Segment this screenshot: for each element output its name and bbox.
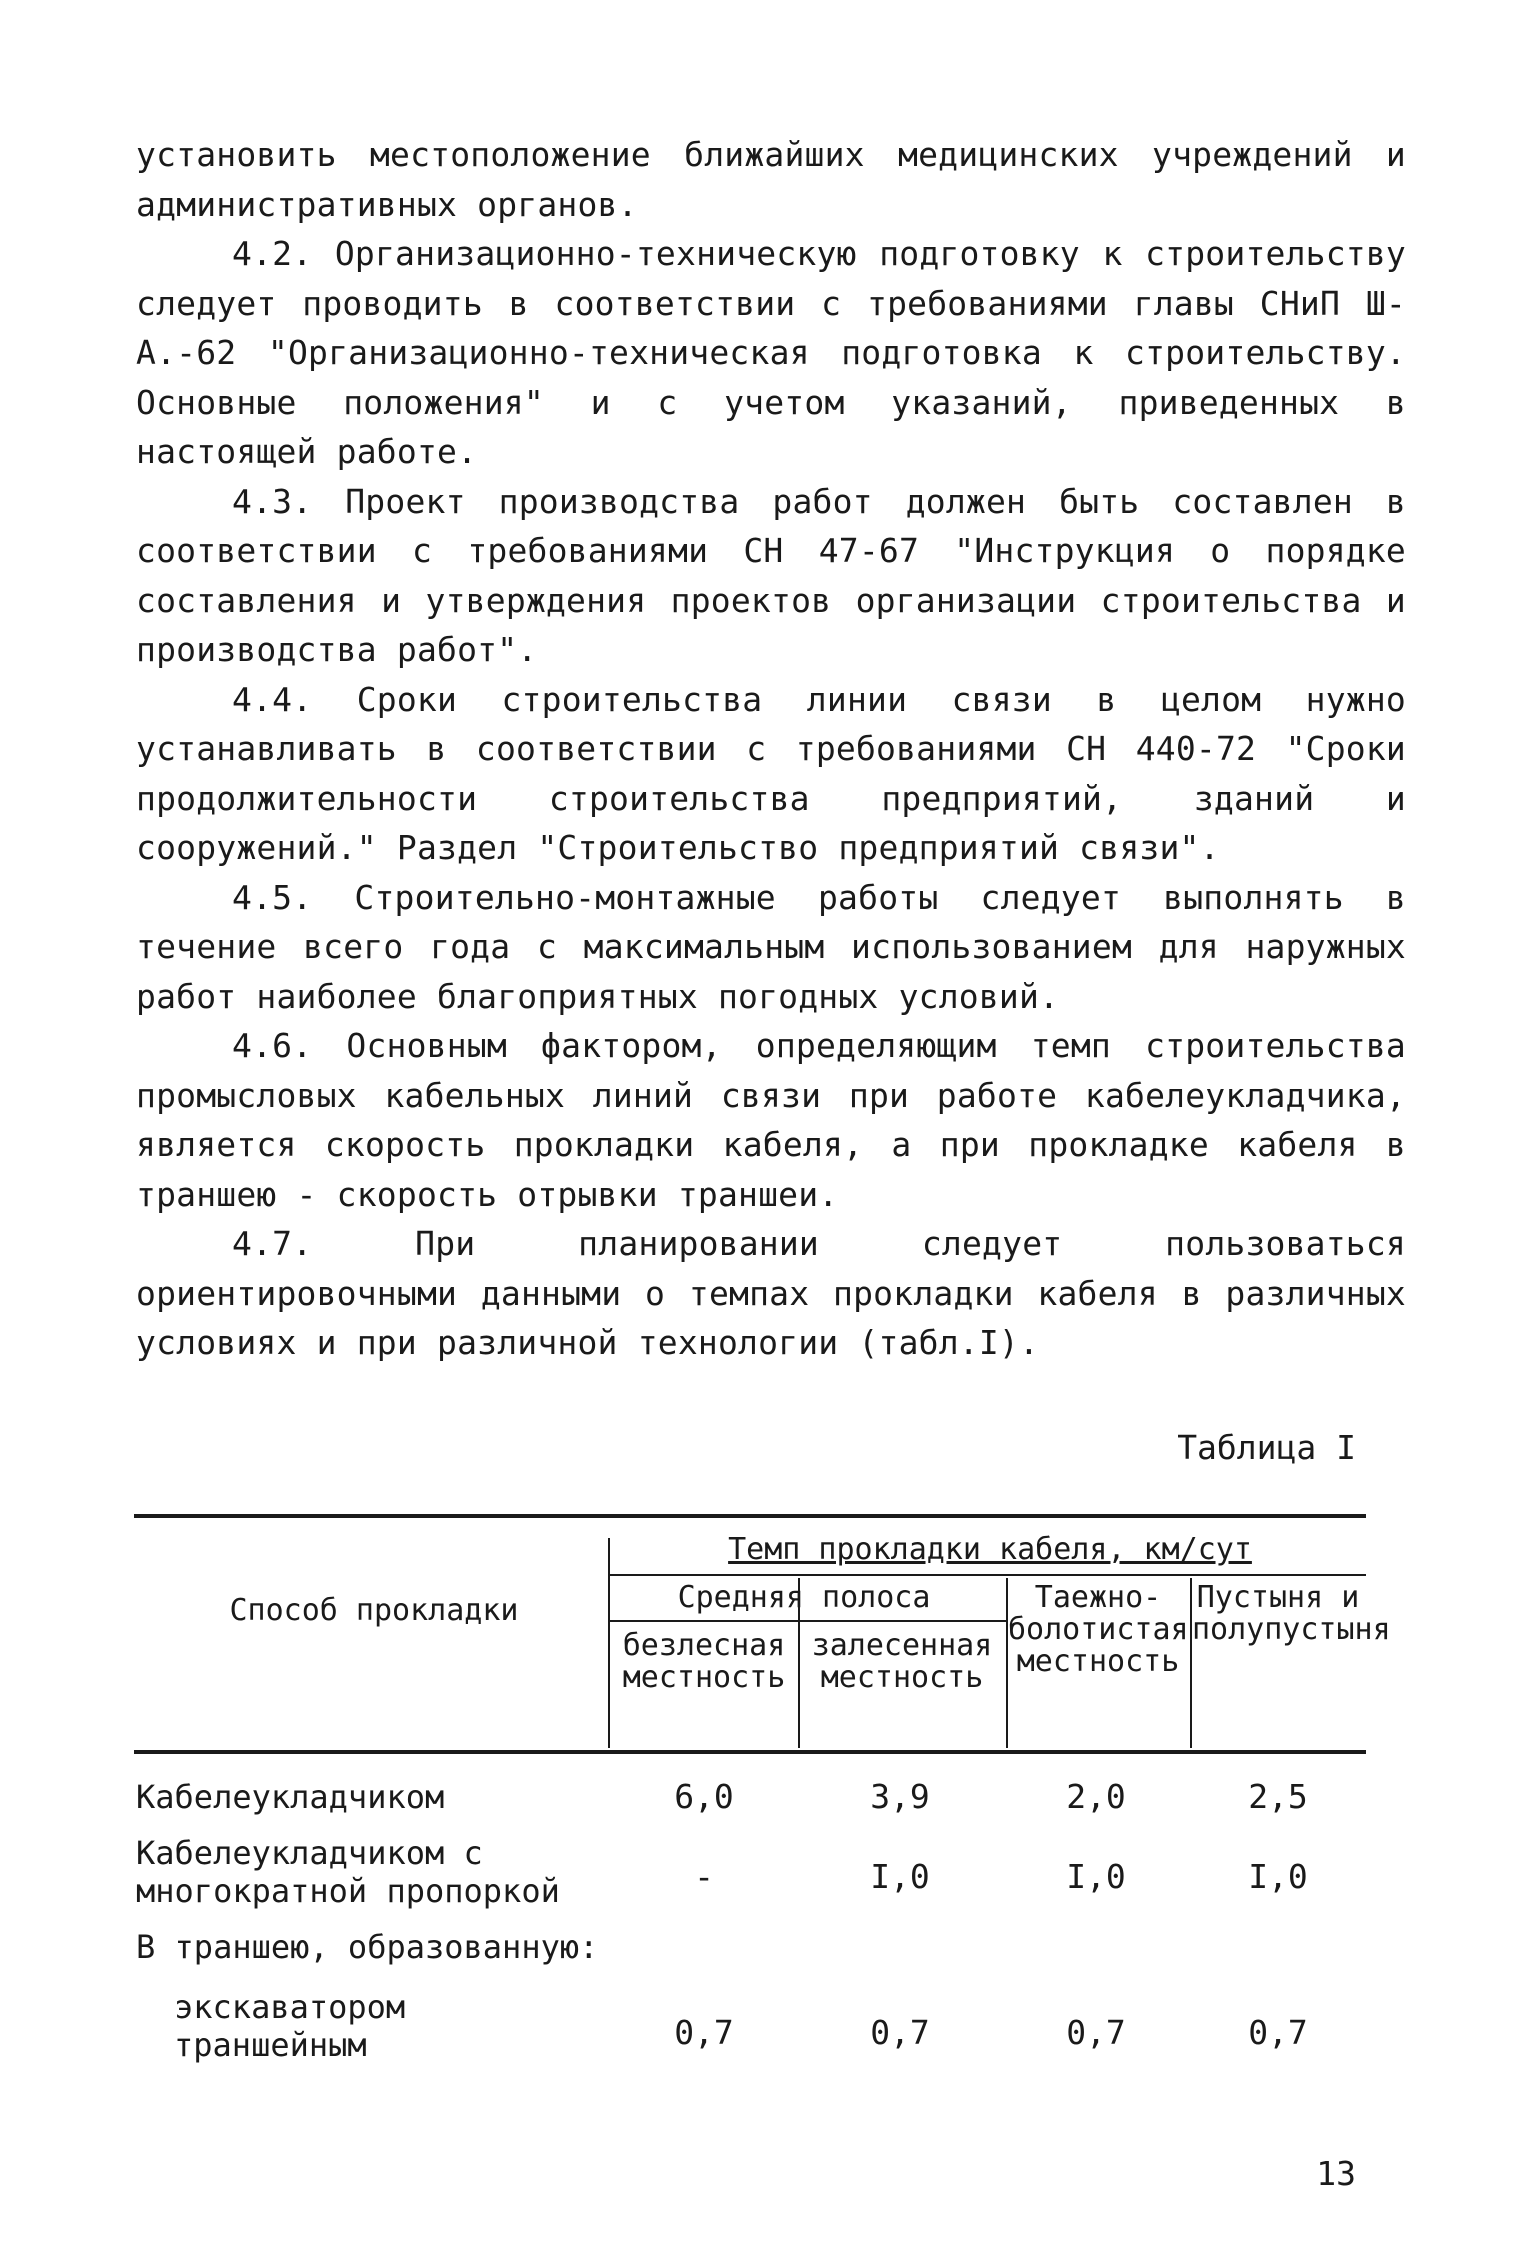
header-middle-zone: Средняя полоса xyxy=(677,1580,931,1615)
row-label: В траншею, образованную: xyxy=(136,1928,599,1966)
table-cell: - xyxy=(694,1857,714,1896)
header-col-forested: залесенная местность xyxy=(811,1628,993,1695)
header-rule xyxy=(610,1620,1006,1622)
header-col-desert: Пустыня и полупустыня xyxy=(1192,1580,1391,1647)
paragraph: 4.3. Проект производства работ должен быть составлен в соответствии с требованиями СН 47-67 "Инструкция о порядке составления и утверждения проектов организации строительства и производства работ". xyxy=(136,481,1406,669)
header-method: Способ прокладки xyxy=(229,1593,519,1628)
row-label: экскаватором траншейным xyxy=(174,1988,406,2064)
paragraph: установить местоположение ближайших медицинских учреждений и административных органов. xyxy=(136,135,1406,224)
header-col-taiga: Таежно-болотистая местность xyxy=(1008,1580,1189,1679)
paragraph: 4.6. Основным фактором, определяющим темп строительства промысловых кабельных линий связи при работе кабелеукладчика, является скорость прокладки кабеля, а при прокладке кабеля в траншею - скорость отрывки траншеи. xyxy=(136,1026,1406,1214)
row-label: Кабелеукладчиком с многократной пропоркой xyxy=(136,1834,560,1910)
header-speed: Темп прокладки кабеля, км/сут xyxy=(728,1532,1252,1567)
paragraph: 4.7. При планировании следует пользоваться ориентировочными данными о темпах прокладки кабеля в различных условиях и при различной технологии (табл.I). xyxy=(136,1224,1406,1362)
table-caption: Таблица I xyxy=(1177,1428,1356,1467)
header-rule xyxy=(610,1574,1366,1576)
header-col-treeless: безлесная местность xyxy=(622,1628,786,1695)
table-cell: 0,7 xyxy=(674,2013,734,2052)
table-cell: I,0 xyxy=(1248,1857,1308,1896)
table-cell: 0,7 xyxy=(1248,2013,1308,2052)
table-header-rule xyxy=(134,1750,1366,1754)
table-cell: 0,7 xyxy=(1066,2013,1126,2052)
table-cell: 0,7 xyxy=(870,2013,930,2052)
table-top-rule xyxy=(134,1514,1366,1518)
table-cell: I,0 xyxy=(1066,1857,1126,1896)
row-label: Кабелеукладчиком xyxy=(136,1778,445,1816)
table-cell: 6,0 xyxy=(674,1777,734,1816)
table-cell: I,0 xyxy=(870,1857,930,1896)
paragraph: 4.2. Организационно-техническую подготовку к строительству следует проводить в соответствии с требованиями главы СНиП Ш-А.-62 "Организационно-техническая подготовка к строительству. Основные положения" и с учетом указаний, приведенных в настоящей работе. xyxy=(136,234,1406,471)
header-divider xyxy=(608,1538,610,1748)
table-cell: 2,5 xyxy=(1248,1777,1308,1816)
paragraph: 4.4. Сроки строительства линии связи в целом нужно устанавливать в соответствии с требованиями СН 440-72 "Сроки продолжительности строительства предприятий, зданий и сооружений." Раздел "Строительство предприятий связи". xyxy=(136,679,1406,867)
paragraph: 4.5. Строительно-монтажные работы следует выполнять в течение всего года с максимальным использованием для наружных работ наиболее благоприятных погодных условий. xyxy=(136,877,1406,1016)
table-cell: 2,0 xyxy=(1066,1777,1126,1816)
body-text xyxy=(136,130,1406,1368)
page-number: 13 xyxy=(1316,2154,1356,2193)
table-cell: 3,9 xyxy=(870,1777,930,1816)
